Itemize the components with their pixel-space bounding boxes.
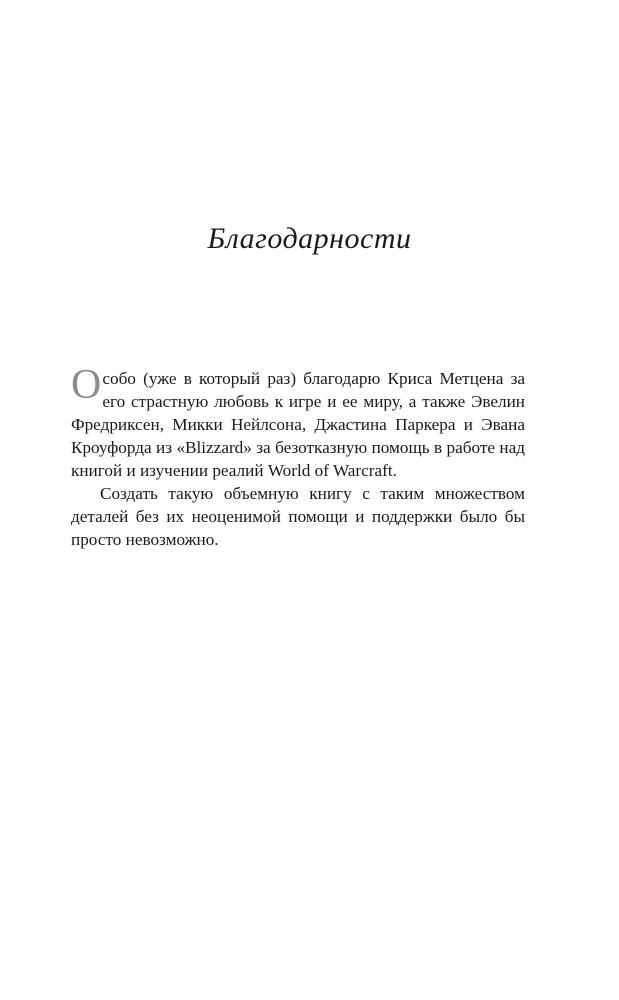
- paragraph-1: [71, 362, 525, 482]
- paragraph-2: Создать такую объемную книгу с таким множеством деталей без их неоценимой помощи и поддержки было бы просто невозможно.: [71, 484, 525, 549]
- drop-cap: О: [71, 362, 102, 408]
- page-title: Благодарности: [207, 222, 412, 255]
- acknowledgements-text: [71, 362, 525, 551]
- paragraph-1-text: собо (уже в который раз) благодарю Криса Метцена за его страстную любовь к игре и ее миру, а также Эвелин Фредриксен, Микки Нейлсона, Джастина Паркера и Эвана Кроуфорда из «Blizzard» за безотказную помощь в работе над книгой и изучении реалий World of Warcraft.: [71, 369, 525, 480]
